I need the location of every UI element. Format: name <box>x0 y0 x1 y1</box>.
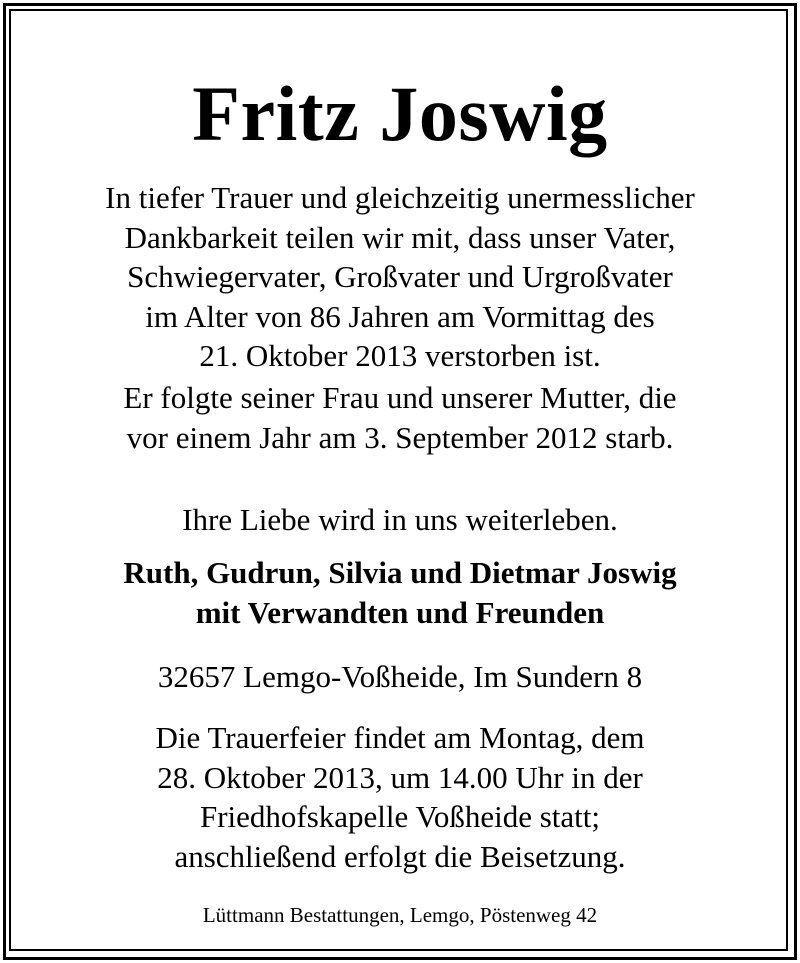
announcement-line: im Alter von 86 Jahren am Vormittag des <box>145 298 655 334</box>
family-relatives: mit Verwandten und Freunden <box>195 594 605 630</box>
funeral-line: Die Trauerfeier findet am Montag, dem <box>155 720 645 755</box>
family-address: 32657 Lemgo-Voßheide, Im Sundern 8 <box>157 659 643 694</box>
announcement-line: In tiefer Trauer und gleichzeitig unermesslicher <box>105 180 695 215</box>
quote-line: Ihre Liebe wird in uns weiterleben. <box>182 502 618 537</box>
funeral-details <box>20 718 780 876</box>
funeral-line: Friedhofskapelle Voßheide statt; <box>199 799 601 834</box>
remembrance-line: Er folgte seiner Frau und unserer Mutter, die <box>123 380 677 415</box>
announcement-line: Schwiegervater, Großvater und Urgroßvater <box>127 259 673 294</box>
family-names: Ruth, Gudrun, Silvia und Dietmar Joswig <box>123 555 677 590</box>
announcement-line: 21. Oktober 2013 verstorben ist. <box>199 338 601 373</box>
deceased-name: Fritz Joswig <box>192 70 608 157</box>
announcement-paragraph <box>20 178 780 376</box>
remembrance-line: vor einem Jahr am 3. September 2012 starb. <box>126 419 674 455</box>
funeral-line: 28. Oktober 2013, um 14.00 Uhr in der <box>157 759 643 795</box>
announcement-line: Dankbarkeit teilen wir mit, dass unser Vater, <box>124 219 676 255</box>
remembrance-paragraph <box>20 378 780 457</box>
undertaker-info: Lüttmann Bestattungen, Lemgo, Pöstenweg 42 <box>202 903 598 927</box>
family-signature <box>20 553 780 632</box>
funeral-line: anschließend erfolgt die Beisetzung. <box>174 838 626 874</box>
